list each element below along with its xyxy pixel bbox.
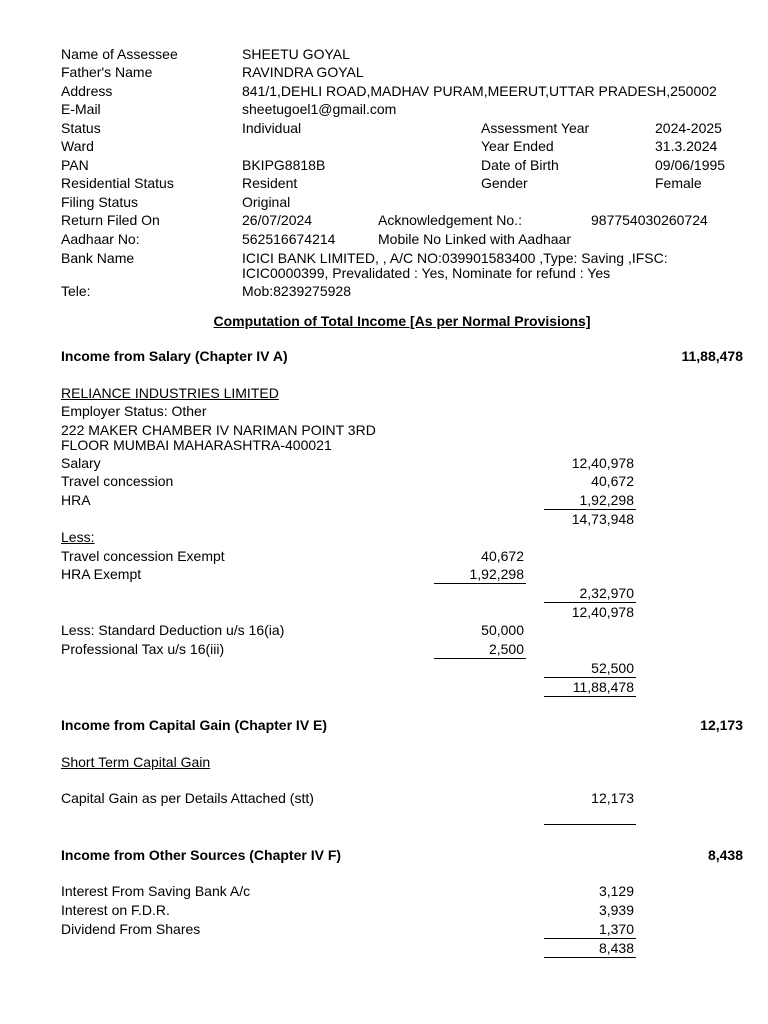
capital-gain-heading: Income from Capital Gain (Chapter IV E) (61, 717, 328, 733)
standard-deduction-amount: 50,000 (481, 622, 524, 638)
short-term-capital-gain-label: Short Term Capital Gain (61, 754, 211, 770)
travel-concession-amount: 40,672 (591, 473, 634, 489)
after-exempt-amount: 12,40,978 (571, 604, 634, 620)
mobile-aadhaar-label: Mobile No Linked with Aadhaar (378, 231, 572, 247)
computation-title: Computation of Total Income [As per Normal Provisions] (213, 313, 591, 329)
filing-status-label: Filing Status (61, 194, 139, 210)
filing-status-value: Original (242, 194, 291, 210)
aadhaar-value: 562516674214 (242, 231, 336, 247)
address-value: 841/1,DEHLI ROAD,MADHAV PURAM,MEERUT,UTTAR PRADESH,250002 (242, 83, 717, 99)
gross-salary-amount: 14,73,948 (571, 511, 634, 527)
acknowledgement-label: Acknowledgement No.: (378, 212, 522, 228)
divider (544, 602, 636, 603)
capital-gain-details-amount: 12,173 (591, 790, 634, 806)
ward-label: Ward (61, 138, 94, 154)
salary-heading: Income from Salary (Chapter IV A) (61, 348, 288, 364)
year-ended-label: Year Ended (481, 138, 554, 154)
employer-address-line-2: FLOOR MUMBAI MAHARASHTRA-400021 (61, 437, 332, 453)
employer-status: Employer Status: Other (61, 403, 207, 419)
divider (544, 957, 636, 958)
divider (544, 696, 636, 697)
assessment-year-value: 2024-2025 (655, 120, 722, 136)
other-sources-heading: Income from Other Sources (Chapter IV F) (61, 847, 342, 863)
name-value: SHEETU GOYAL (242, 46, 350, 62)
hra-exempt-amount: 1,92,298 (469, 566, 524, 582)
dividend-label: Dividend From Shares (61, 921, 201, 937)
divider (544, 677, 636, 678)
status-label: Status (61, 120, 101, 136)
saving-bank-interest-amount: 3,129 (598, 883, 634, 899)
father-value: RAVINDRA GOYAL (242, 64, 364, 80)
fdr-interest-amount: 3,939 (598, 902, 634, 918)
address-label: Address (61, 83, 113, 99)
residential-status-value: Resident (242, 175, 298, 191)
professional-tax-amount: 2,500 (488, 641, 524, 657)
saving-bank-interest-label: Interest From Saving Bank A/c (61, 883, 251, 899)
divider (544, 509, 636, 510)
employer-name: RELIANCE INDUSTRIES LIMITED (61, 385, 279, 401)
employer-address-line-1: 222 MAKER CHAMBER IV NARIMAN POINT 3RD (61, 422, 376, 438)
dob-value: 09/06/1995 (655, 157, 726, 173)
standard-deduction-label: Less: Standard Deduction u/s 16(ia) (61, 622, 285, 638)
year-ended-value: 31.3.2024 (655, 138, 718, 154)
acknowledgement-value: 987754030260724 (591, 212, 708, 228)
assessment-year-label: Assessment Year (481, 120, 590, 136)
salary-heading-total: 11,88,478 (681, 348, 743, 364)
bank-line-1: ICICI BANK LIMITED, , A/C NO:039901583400 ,Type: Saving ,IFSC: (242, 250, 668, 266)
dob-label: Date of Birth (481, 157, 559, 173)
divider (544, 824, 636, 825)
divider (434, 583, 526, 584)
status-value: Individual (242, 120, 302, 136)
travel-exempt-label: Travel concession Exempt (61, 548, 225, 564)
deduction-total-amount: 52,500 (591, 660, 634, 676)
fdr-interest-label: Interest on F.D.R. (61, 902, 170, 918)
exempt-total-amount: 2,32,970 (579, 585, 634, 601)
return-filed-label: Return Filed On (61, 212, 160, 228)
email-value: sheetugoel1@gmail.com (242, 101, 397, 117)
less-label: Less: (61, 529, 95, 545)
name-label: Name of Assessee (61, 46, 178, 62)
gender-label: Gender (481, 175, 528, 191)
father-label: Father's Name (61, 64, 153, 80)
aadhaar-label: Aadhaar No: (61, 231, 140, 247)
residential-status-label: Residential Status (61, 175, 174, 191)
salary-label: Salary (61, 455, 101, 471)
other-sources-sum: 8,438 (598, 940, 634, 956)
bank-label: Bank Name (61, 250, 135, 266)
pan-value: BKIPG8818B (242, 157, 326, 173)
salary-amount: 12,40,978 (571, 455, 634, 471)
capital-gain-details-label: Capital Gain as per Details Attached (stt) (61, 790, 314, 806)
dividend-amount: 1,370 (598, 921, 634, 937)
return-filed-value: 26/07/2024 (242, 212, 313, 228)
professional-tax-label: Professional Tax u/s 16(iii) (61, 641, 225, 657)
hra-exempt-label: HRA Exempt (61, 566, 142, 582)
other-sources-heading-total: 8,438 (707, 847, 743, 863)
pan-label: PAN (61, 157, 89, 173)
divider (434, 658, 526, 659)
net-salary-amount: 11,88,478 (572, 679, 634, 695)
divider (544, 938, 636, 939)
travel-exempt-amount: 40,672 (481, 548, 524, 564)
tele-label: Tele: (61, 283, 91, 299)
hra-amount: 1,92,298 (579, 492, 634, 508)
capital-gain-heading-total: 12,173 (700, 717, 743, 733)
email-label: E-Mail (61, 101, 101, 117)
bank-line-2: ICIC0000399, Prevalidated : Yes, Nominate for refund : Yes (242, 265, 611, 281)
gender-value: Female (655, 175, 702, 191)
hra-label: HRA (61, 492, 91, 508)
tele-value: Mob:8239275928 (242, 283, 351, 299)
travel-concession-label: Travel concession (61, 473, 174, 489)
